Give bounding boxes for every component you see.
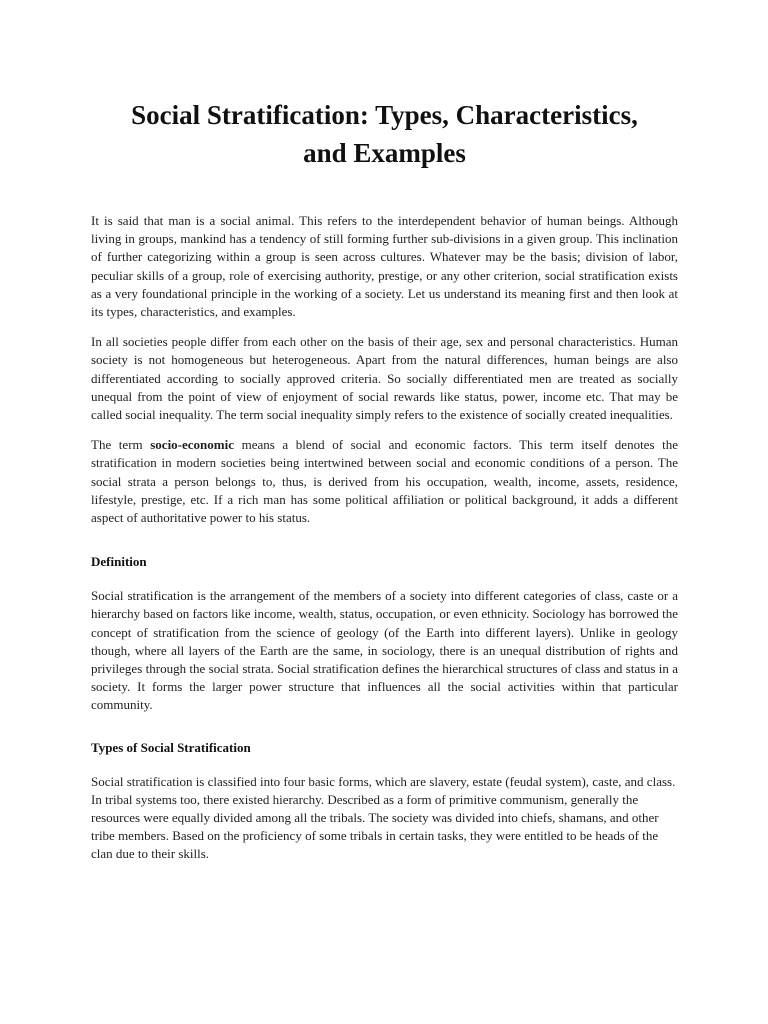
socio-economic-text-before: The term <box>91 437 151 453</box>
document-title <box>91 96 678 172</box>
document-body <box>91 212 678 864</box>
definition-heading: Definition <box>91 554 147 570</box>
title-line-1: Social Stratification: Types, Characteristics, <box>131 100 638 130</box>
social-inequality-paragraph: In all societies people differ from each other on the basis of their age, sex and personal characteristics. Human society is not homogeneous but heterogeneous. Apart from the natural differences, human beings are also differentiated according to socially approved criteria. So socially differentiated men are treated as socially unequal from the point of view of enjoyment of social rewards like status, power, income etc. That may be called social inequality. The term social inequality simply refers to the existence of socially created inequalities. <box>91 334 678 423</box>
types-paragraph: Social stratification is classified into four basic forms, which are slavery, estate (feudal system), caste, and class. In tribal systems too, there existed hierarchy. Described as a form of primitive communism, generally the resources were equally divided among all the tribals. The society was divided into chiefs, shamans, and other tribe members. Based on the proficiency of some tribals in certain tasks, they were entitled to be heads of the clan due to their skills. <box>91 773 676 862</box>
socio-economic-paragraph <box>91 436 678 527</box>
title-line-2: and Examples <box>303 138 466 168</box>
socio-economic-text-after: means a blend of social and economic factors. This term itself denotes the stratification in modern societies being intertwined between social and economic conditions of a person. The social strata a person belongs to, thus, is derived from his occupation, wealth, income, assets, residence, lifestyle, prestige, etc. If a rich man has some political affiliation or political background, it adds a different aspect of authoritative power to his status. <box>91 437 678 526</box>
socio-economic-term: socio-economic <box>150 437 234 453</box>
definition-paragraph: Social stratification is the arrangement of the members of a society into different categories of class, caste or a hierarchy based on factors like income, wealth, status, occupation, or even ethnicity. Sociology has borrowed the concept of stratification from the science of geology (of the Earth into different layers). Unlike in geology though, where all layers of the Earth are the same, in sociology, there is an unequal distribution of rights and privileges through the social strata. Social stratification defines the hierarchical structures of class and status in a society. It forms the larger power structure that influences all the social activities within that particular community. <box>91 588 678 713</box>
intro-paragraph: It is said that man is a social animal. This refers to the interdependent behavior of human beings. Although living in groups, mankind has a tendency of still forming further sub-divisions in a given group. This inclination of further categorizing within a group is seen across cultures. Whatever may be the basis; division of labor, peculiar skills of a group, role of exercising authority, prestige, or any other criterion, social stratification exists as a very foundational principle in the working of a society. Let us understand its meaning first and then look at its types, characteristics, and examples. <box>91 213 678 320</box>
types-heading: Types of Social Stratification <box>91 739 251 755</box>
document-page <box>91 96 678 876</box>
